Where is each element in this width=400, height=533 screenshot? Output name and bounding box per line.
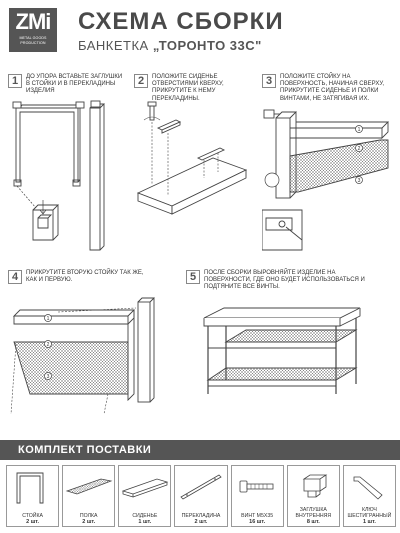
step-3 (262, 74, 396, 259)
callout-2: 2 (357, 146, 361, 152)
callout-1: 1 (46, 316, 50, 322)
callout-3: 3 (357, 178, 361, 184)
step-number: 1 (8, 74, 22, 88)
parts-list (6, 465, 396, 527)
part-name: ПЕРЕКЛАДИНА (181, 513, 221, 519)
product-name: „ТОРОНТО 33С" (152, 38, 262, 53)
brand-logo (9, 8, 57, 52)
callout-3: 3 (46, 374, 50, 380)
header (0, 0, 400, 60)
part-qty: 8 шт. (306, 519, 320, 525)
page-title: СХЕМА СБОРКИ (78, 8, 284, 35)
product-subtitle (78, 38, 262, 53)
part-name: СИДЕНЬЕ (132, 513, 158, 519)
part-name: ЗАГЛУШКА ВНУТРЕННЯЯ (295, 507, 332, 519)
logo-mark: ZMi (15, 9, 51, 34)
step-number: 3 (262, 74, 276, 88)
step-text: ДО УПОРА ВСТАВЬТЕ ЗАГЛУШКИ В СТОЙКИ И В ПЕРЕКЛАДИНЫ ИЗДЕЛИЯ (26, 74, 123, 95)
step-3-drawing (262, 100, 396, 260)
part-qty: 16 шт. (249, 519, 266, 525)
crossbar-icon (177, 469, 225, 505)
seat-icon (121, 469, 169, 505)
step-number: 2 (134, 74, 148, 88)
step-text: ПОСЛЕ СБОРКИ ВЫРОВНЯЙТЕ ИЗДЕЛИЕ НА ПОВЕРХНОСТИ, ГДЕ ОНО БУДЕТ ИСПОЛЬЗОВАТЬСЯ И ПОДТЯНИТЕ ВСЕ ВИНТЫ. (204, 270, 365, 291)
callout-1: 1 (357, 127, 361, 133)
step-2-drawing (128, 98, 248, 258)
product-type: БАНКЕТКА (78, 38, 149, 53)
part-hex-key (343, 465, 396, 527)
step-text: ПОЛОЖИТЕ СТОЙКУ НА ПОВЕРХНОСТЬ, НАЧИНАЯ СВЕРХУ, ПРИКРУТИТЕ СИДЕНЬЕ И ПОЛКИ ВИНТАМИ, НЕ ЗАТЯГИВАЯ ИХ. (280, 74, 385, 102)
step-1-drawing (8, 100, 126, 260)
step-number: 4 (8, 270, 22, 284)
part-name: КЛЮЧ ШЕСТИГРАННЫЙ (347, 507, 392, 519)
part-name: ВИНТ М5Х35 (241, 513, 274, 519)
screw-icon (234, 469, 282, 505)
part-qty: 1 шт. (362, 519, 376, 525)
part-name: СТОЙКА (22, 513, 43, 519)
callout-2: 2 (46, 342, 50, 348)
step-5-drawing (200, 300, 390, 428)
logo-subtitle: METAL GOODS PRODUCTION (19, 36, 47, 45)
kit-section-title: КОМПЛЕКТ ПОСТАВКИ (0, 440, 400, 460)
part-qty: 2 шт. (26, 519, 40, 525)
part-shelf (62, 465, 115, 527)
part-qty: 2 шт. (82, 519, 96, 525)
part-qty: 1 шт. (138, 519, 152, 525)
part-screw (231, 465, 284, 527)
hex-key-icon (346, 469, 394, 505)
step-4-drawing (8, 294, 168, 426)
part-name: ПОЛКА (79, 513, 98, 519)
step-number: 5 (186, 270, 200, 284)
step-1 (8, 74, 126, 259)
part-crossbar (174, 465, 227, 527)
step-text: ПОЛОЖИТЕ СИДЕНЬЕ ОТВЕРСТИЯМИ КВЕРХУ, ПРИКРУТИТЕ К НЕМУ ПЕРЕКЛАДИНЫ. (152, 74, 224, 102)
step-text: ПРИКРУТИТЕ ВТОРУЮ СТОЙКУ ТАК ЖЕ, КАК И ПЕРВУЮ. (26, 270, 144, 284)
part-plug (287, 465, 340, 527)
part-qty: 2 шт. (194, 519, 208, 525)
post-icon (9, 469, 57, 505)
step-5 (186, 270, 396, 432)
part-post (6, 465, 59, 527)
step-2 (134, 74, 254, 259)
shelf-icon (65, 469, 113, 505)
part-seat (118, 465, 171, 527)
step-4 (8, 270, 168, 432)
plug-icon (290, 469, 338, 505)
